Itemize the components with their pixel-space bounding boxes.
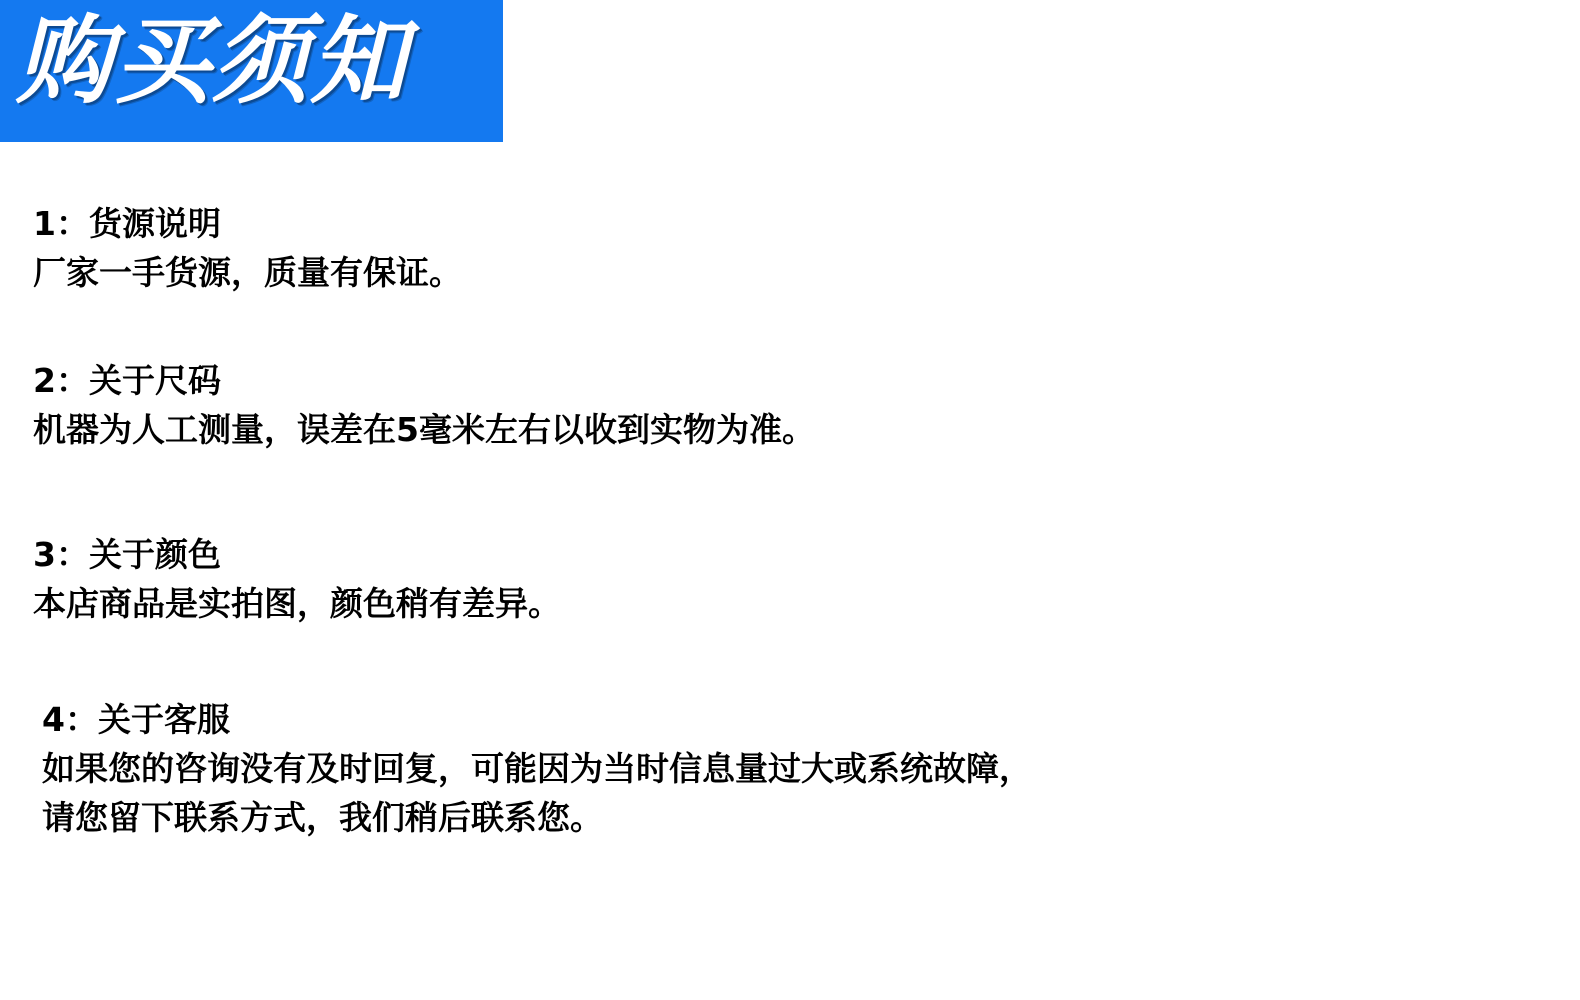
- notice-body-line: 厂家一手货源，质量有保证。: [33, 252, 462, 292]
- notice-body-line: 如果您的咨询没有及时回复，可能因为当时信息量过大或系统故障，: [42, 748, 1032, 788]
- notice-body: [42, 744, 1542, 843]
- notice-body: [33, 248, 1533, 298]
- notice-list: [0, 200, 1580, 843]
- notice-heading: 4：关于客服: [42, 700, 230, 740]
- notice-heading: 1：货源说明: [33, 204, 221, 243]
- page-title: 购买须知: [16, 5, 408, 117]
- notice-body: [33, 405, 1533, 455]
- page-title-banner: [0, 0, 503, 142]
- notice-body-line: 请您留下联系方式，我们稍后联系您。: [42, 798, 603, 838]
- notice-item: [0, 531, 1580, 628]
- notice-heading: 3：关于颜色: [33, 534, 221, 574]
- notice-body-line: 本店商品是实拍图，颜色稍有差异。: [33, 583, 561, 623]
- notice-item: [0, 357, 1580, 454]
- notice-body-line: 机器为人工测量，误差在5毫米左右以收到实物为准。: [33, 410, 815, 450]
- notice-item: [0, 200, 1580, 297]
- notice-heading: 2：关于尺码: [33, 361, 221, 401]
- notice-body: [33, 579, 1533, 629]
- notice-item: [0, 696, 1580, 843]
